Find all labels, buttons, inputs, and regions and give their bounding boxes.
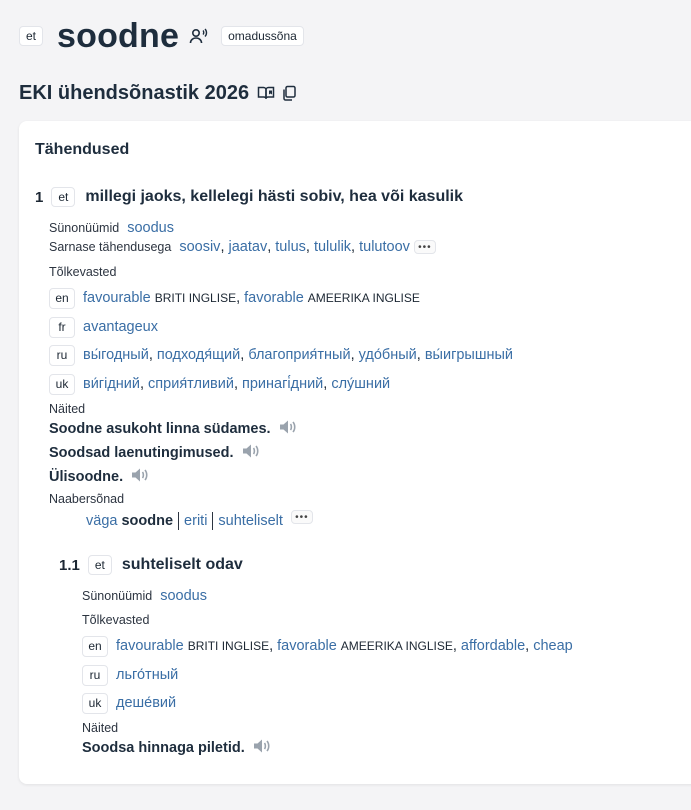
sense-number: 1.1 (59, 556, 80, 574)
translation-link[interactable]: деше́вий (116, 695, 177, 711)
translation-link[interactable]: cheap (533, 638, 573, 654)
language-tag: uk (82, 693, 108, 714)
translation-link[interactable]: affordable (460, 638, 526, 654)
similar-link[interactable]: tululik (313, 239, 352, 255)
language-tag: et (88, 555, 112, 575)
similar-row: Sarnase tähendusega soosiv , jaatav , tulus , tululik , tulutoov ••• (49, 238, 436, 256)
translation-row-fr (49, 317, 158, 337)
language-tag: en (82, 636, 108, 657)
examples-label: Näited (82, 721, 119, 735)
book-icon[interactable] (257, 85, 275, 101)
divider (178, 512, 179, 530)
examples-label: Näited (49, 402, 86, 416)
example-row (49, 419, 297, 439)
example-text: Ülisoodne. (49, 469, 124, 485)
copy-icon[interactable] (281, 85, 297, 101)
speaker-icon[interactable] (131, 467, 149, 488)
translation-link[interactable]: favorable (244, 290, 304, 306)
language-tag: et (51, 187, 75, 207)
translation-row-uk (82, 693, 176, 713)
neighbor-link[interactable]: suhteliselt (218, 513, 283, 529)
neighbor-link[interactable]: eriti (184, 513, 208, 529)
speaker-icon[interactable] (242, 443, 260, 464)
sense-definition: millegi jaoks, kellelegi hästi sobiv, hea või kasulik (85, 188, 463, 205)
translation-link[interactable]: favourable (116, 638, 184, 654)
speaking-person-icon[interactable] (189, 27, 209, 45)
example-row (49, 467, 149, 487)
sense-number: 1 (35, 188, 44, 206)
more-button[interactable]: ••• (291, 510, 313, 524)
translation-link[interactable]: благоприя́тный (248, 347, 351, 363)
synonym-link[interactable]: soodus (160, 588, 207, 604)
neighbor-link[interactable]: väga soodne (86, 513, 174, 529)
similar-link[interactable]: tulutoov (359, 239, 410, 255)
example-text: Soodsad laenutingimused. (49, 445, 234, 461)
translation-row-uk: uk ви́гідний , сприя́тливий , принагі́дний , слу́шний (49, 374, 390, 394)
translation-row-en: en favourable BRITI INGLISE , favorable AMEERIKA INGLISE , affordable , cheap (82, 636, 573, 656)
meanings-card (19, 121, 691, 784)
headword: soodne (57, 16, 180, 55)
similar-link[interactable]: soosiv (179, 239, 221, 255)
synonyms-label: Sünonüümid (49, 221, 120, 235)
translation-link[interactable]: принагі́дний (242, 376, 324, 392)
region-note: AMEERIKA INGLISE (340, 639, 453, 653)
language-tag: fr (49, 317, 75, 338)
translation-row-ru (82, 665, 178, 685)
speaker-icon[interactable] (253, 738, 271, 759)
card-title: Tähendused (35, 141, 130, 158)
synonyms-label: Sünonüümid (82, 589, 153, 603)
neighbors-label: Naabersõnad (49, 492, 125, 506)
synonym-link[interactable]: soodus (127, 220, 174, 236)
language-tag: ru (82, 665, 108, 686)
region-note: BRITI INGLISE (187, 639, 270, 653)
translation-link[interactable]: слу́шний (331, 376, 391, 392)
similar-link[interactable]: jaatav (228, 239, 268, 255)
divider (212, 512, 213, 530)
translation-row-ru: ru вы́годный , подходя́щий , благоприя́тный , удо́бный , вы́игрышный (49, 345, 513, 365)
dictionary-title: EKI ühendsõnastik 2026 (19, 81, 250, 104)
language-tag: ru (49, 345, 75, 366)
synonyms-row (82, 587, 207, 605)
similar-link[interactable]: tulus (275, 239, 306, 255)
example-row (82, 738, 271, 758)
translations-label: Tõlkevasted (82, 613, 150, 627)
part-of-speech-tag: omadussõna (221, 26, 304, 46)
translation-row-en: en favourable BRITI INGLISE , favorable AMEERIKA INGLISE (49, 288, 420, 308)
region-note: BRITI INGLISE (154, 291, 237, 305)
language-tag: et (19, 26, 43, 46)
translation-link[interactable]: льго́тный (116, 667, 179, 683)
translation-link[interactable]: подходя́щий (156, 347, 241, 363)
translations-label: Tõlkevasted (49, 265, 117, 279)
region-note: AMEERIKA INGLISE (307, 291, 420, 305)
translation-link[interactable]: вы́годный (83, 347, 149, 363)
more-button[interactable]: ••• (414, 240, 436, 254)
entry-header (19, 18, 304, 54)
speaker-icon[interactable] (279, 419, 297, 440)
example-text: Soodsa hinnaga piletid. (82, 740, 245, 756)
sense-1-1-header (59, 554, 243, 576)
sense-definition: suhteliselt odav (121, 556, 243, 573)
language-tag: en (49, 288, 75, 309)
language-tag: uk (49, 374, 75, 395)
translation-link[interactable]: favourable (83, 290, 151, 306)
translation-link[interactable]: favorable (277, 638, 337, 654)
translation-link[interactable]: удо́бный (358, 347, 417, 363)
neighbors-row (86, 511, 313, 531)
dictionary-header (19, 80, 297, 106)
synonyms-row (49, 219, 174, 237)
translation-link[interactable]: сприя́тливий (148, 376, 234, 392)
translation-link[interactable]: ви́гідний (83, 376, 140, 392)
translation-link[interactable]: вы́игрышный (424, 347, 514, 363)
example-text: Soodne asukoht linna südames. (49, 421, 271, 437)
example-row (49, 443, 260, 463)
similar-label: Sarnase tähendusega (49, 240, 172, 254)
translation-link[interactable]: avantageux (83, 319, 158, 335)
sense-1-header (35, 186, 463, 208)
